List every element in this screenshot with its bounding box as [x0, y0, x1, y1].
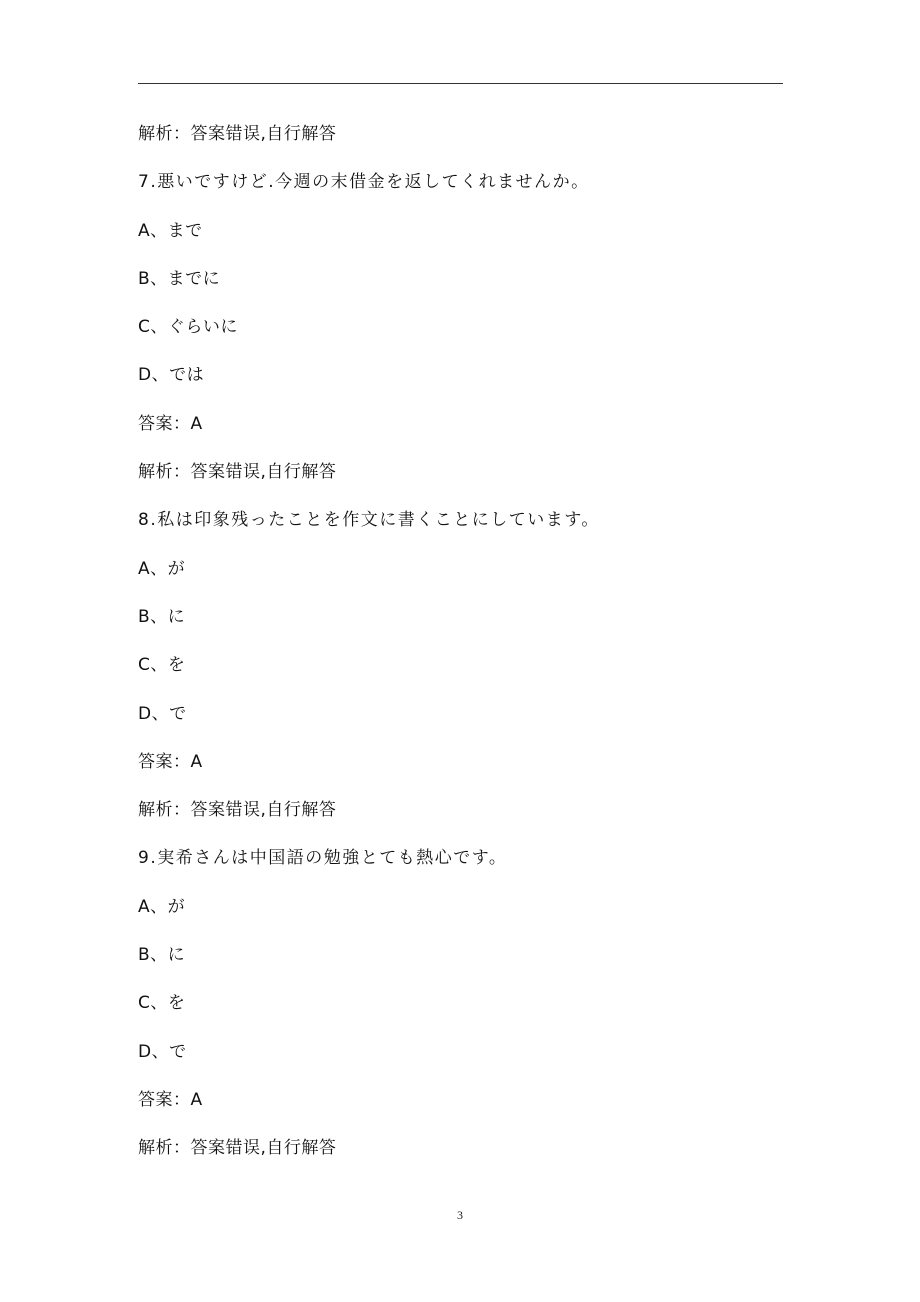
option-8a: A、が — [138, 558, 186, 579]
option-7d: D、では — [138, 365, 205, 386]
option-7c: C、ぐらいに — [138, 317, 238, 338]
option-9d: D、で — [138, 1041, 187, 1062]
page-number: 3 — [457, 1208, 463, 1222]
option-8c: C、を — [138, 655, 186, 676]
answer-7: 答案：A — [138, 413, 203, 434]
explanation-9: 解析：答案错误,自行解答 — [138, 1138, 337, 1159]
option-9c: C、を — [138, 993, 186, 1014]
question-8: 8.私は印象残ったことを作文に書くことにしています。 — [138, 510, 600, 531]
explanation-8: 解析：答案错误,自行解答 — [138, 800, 337, 821]
option-8b: B、に — [138, 606, 186, 627]
question-9: 9.実希さんは中国語の勉強とても熱心です。 — [138, 848, 508, 869]
option-7a: A、まで — [138, 220, 203, 241]
answer-9: 答案：A — [138, 1089, 203, 1110]
explanation-7: 解析：答案错误,自行解答 — [138, 462, 337, 483]
question-7: 7.悪いですけど.今週の末借金を返してくれませんか。 — [138, 172, 590, 193]
option-7b: B、までに — [138, 268, 221, 289]
explanation-line: 解析：答案错误,自行解答 — [138, 124, 337, 144]
option-9b: B、に — [138, 945, 186, 966]
document-body — [138, 110, 788, 1173]
answer-8: 答案：A — [138, 751, 203, 772]
header-rule — [138, 83, 783, 84]
option-8d: D、で — [138, 703, 187, 724]
option-9a: A、が — [138, 896, 186, 917]
